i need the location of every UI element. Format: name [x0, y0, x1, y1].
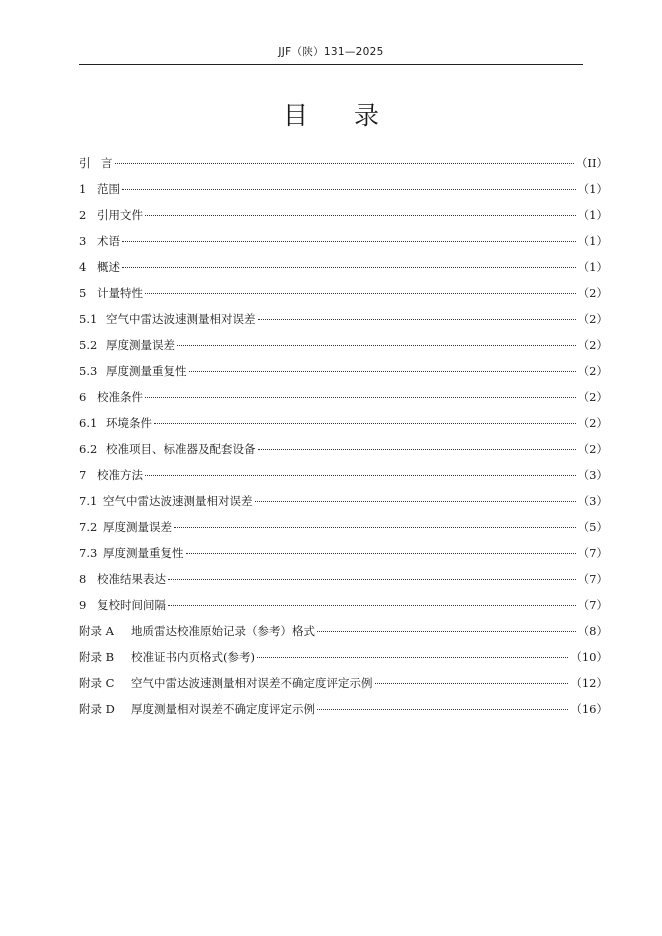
toc-entry-number: 7.2	[79, 520, 98, 534]
toc-page-number: （16）	[570, 702, 608, 716]
toc-dot-leader	[122, 189, 576, 190]
toc-entry[interactable]	[79, 176, 608, 202]
toc-page-number: （2）	[577, 442, 608, 456]
toc-entry-label: 概述	[97, 260, 120, 274]
toc-entry-label: 校准条件	[97, 390, 143, 404]
toc-entry-number: 附录 B	[79, 650, 115, 664]
toc-dot-leader	[145, 215, 576, 216]
toc-dot-leader	[168, 579, 576, 580]
toc-entry-label: 校准结果表达	[97, 572, 166, 586]
toc-entry-label: 术语	[97, 234, 120, 248]
toc-entry-number: 8	[79, 572, 87, 586]
toc-dot-leader	[122, 241, 576, 242]
toc-entry[interactable]	[79, 436, 608, 462]
toc-dot-leader	[257, 657, 568, 658]
toc-entry-number: 7.3	[79, 546, 98, 560]
toc-entry-number: 5.3	[79, 364, 98, 378]
toc-page-number: （II）	[575, 156, 608, 170]
toc-entry-label: 空气中雷达波速测量相对误差	[106, 312, 256, 326]
toc-entry-label: 厚度测量重复性	[106, 364, 187, 378]
toc-dot-leader	[317, 631, 576, 632]
toc-page-number: （12）	[570, 676, 608, 690]
toc-entry[interactable]	[79, 280, 608, 306]
toc-entry-number: 附录 C	[79, 676, 115, 690]
toc-entry-number: 6.1	[79, 416, 98, 430]
toc-entry[interactable]	[79, 410, 608, 436]
toc-entry[interactable]	[79, 150, 608, 176]
toc-dot-leader	[145, 293, 576, 294]
toc-dot-leader	[177, 345, 576, 346]
toc-entry[interactable]	[79, 202, 608, 228]
toc-entry-label: 空气中雷达波速测量相对误差	[103, 494, 253, 508]
toc-entry-label: 厚度测量误差	[103, 520, 172, 534]
toc-page-number: （2）	[577, 416, 608, 430]
toc-entry[interactable]	[79, 540, 608, 566]
toc-entry-number: 附录 D	[79, 702, 115, 716]
toc-entry-label: 引用文件	[97, 208, 143, 222]
toc-page-number: （3）	[577, 494, 608, 508]
toc-entry[interactable]	[79, 592, 608, 618]
toc-entry-number: 1	[79, 182, 87, 196]
toc-entry[interactable]	[79, 228, 608, 254]
toc-entry-label: 复校时间间隔	[97, 598, 166, 612]
toc-page-number: （8）	[577, 624, 608, 638]
toc-dot-leader	[168, 605, 576, 606]
toc-dot-leader	[154, 423, 576, 424]
toc-entry-number: 2	[79, 208, 87, 222]
page-title: 目录	[282, 101, 425, 130]
toc-dot-leader	[255, 501, 576, 502]
toc-dot-leader	[145, 397, 576, 398]
toc-entry-label: 厚度测量误差	[106, 338, 175, 352]
toc-entry[interactable]	[79, 384, 608, 410]
toc-entry[interactable]	[79, 488, 608, 514]
toc-entry-number: 5.1	[79, 312, 98, 326]
toc-entry-number: 6	[79, 390, 87, 404]
toc-page-number: （2）	[577, 286, 608, 300]
toc-entry[interactable]	[79, 514, 608, 540]
toc-entry[interactable]	[79, 306, 608, 332]
header-rule	[79, 64, 583, 65]
toc-dot-leader	[122, 267, 576, 268]
toc-dot-leader	[115, 163, 574, 164]
toc-entry[interactable]	[79, 644, 608, 670]
toc-entry-label: 地质雷达校准原始记录（参考）格式	[131, 624, 315, 638]
toc-entry-number: 6.2	[79, 442, 98, 456]
toc-dot-leader	[258, 319, 576, 320]
toc-page-number: （1）	[577, 182, 608, 196]
toc-page-number: （7）	[577, 598, 608, 612]
toc-entry[interactable]	[79, 618, 608, 644]
toc-entry-label: 计量特性	[97, 286, 143, 300]
toc-entry-label: 言	[101, 156, 113, 170]
toc-entry[interactable]	[79, 696, 608, 722]
table-of-contents	[79, 150, 608, 722]
toc-entry-number: 5	[79, 286, 87, 300]
toc-page-number: （2）	[577, 390, 608, 404]
toc-page-number: （3）	[577, 468, 608, 482]
toc-entry[interactable]	[79, 566, 608, 592]
toc-entry-number: 附录 A	[79, 624, 114, 638]
toc-entry-number: 7	[79, 468, 87, 482]
toc-entry-label: 校准项目、标准器及配套设备	[106, 442, 256, 456]
toc-dot-leader	[317, 709, 568, 710]
toc-entry-number: 4	[79, 260, 87, 274]
toc-page-number: （10）	[570, 650, 608, 664]
toc-entry-number: 3	[79, 234, 87, 248]
toc-entry-label: 厚度测量相对误差不确定度评定示例	[131, 702, 315, 716]
toc-entry[interactable]	[79, 254, 608, 280]
toc-dot-leader	[186, 553, 576, 554]
toc-entry[interactable]	[79, 332, 608, 358]
toc-entry[interactable]	[79, 670, 608, 696]
toc-entry-label: 校准证书内页格式(参考)	[131, 650, 255, 664]
toc-page-number: （7）	[577, 546, 608, 560]
toc-entry-number: 7.1	[79, 494, 98, 508]
toc-entry-number: 5.2	[79, 338, 98, 352]
toc-page-number: （2）	[577, 312, 608, 326]
toc-page-number: （5）	[577, 520, 608, 534]
toc-page-number: （2）	[577, 364, 608, 378]
toc-entry-label: 环境条件	[106, 416, 152, 430]
toc-entry-number: 引	[79, 156, 91, 170]
toc-page-number: （1）	[577, 260, 608, 274]
toc-dot-leader	[189, 371, 576, 372]
toc-page-number: （7）	[577, 572, 608, 586]
toc-entry-label: 厚度测量重复性	[103, 546, 184, 560]
toc-page-number: （2）	[577, 338, 608, 352]
toc-page-number: （1）	[577, 234, 608, 248]
toc-entry-label: 空气中雷达波速测量相对误差不确定度评定示例	[131, 676, 373, 690]
toc-entry-number: 9	[79, 598, 87, 612]
toc-dot-leader	[145, 475, 576, 476]
toc-entry-label: 校准方法	[97, 468, 143, 482]
document-header-code: JJF（陕）131—2025	[278, 46, 384, 58]
toc-page-number: （1）	[577, 208, 608, 222]
toc-entry[interactable]	[79, 462, 608, 488]
toc-entry[interactable]	[79, 358, 608, 384]
toc-dot-leader	[258, 449, 576, 450]
toc-entry-label: 范围	[97, 182, 120, 196]
toc-dot-leader	[375, 683, 569, 684]
toc-dot-leader	[174, 527, 576, 528]
